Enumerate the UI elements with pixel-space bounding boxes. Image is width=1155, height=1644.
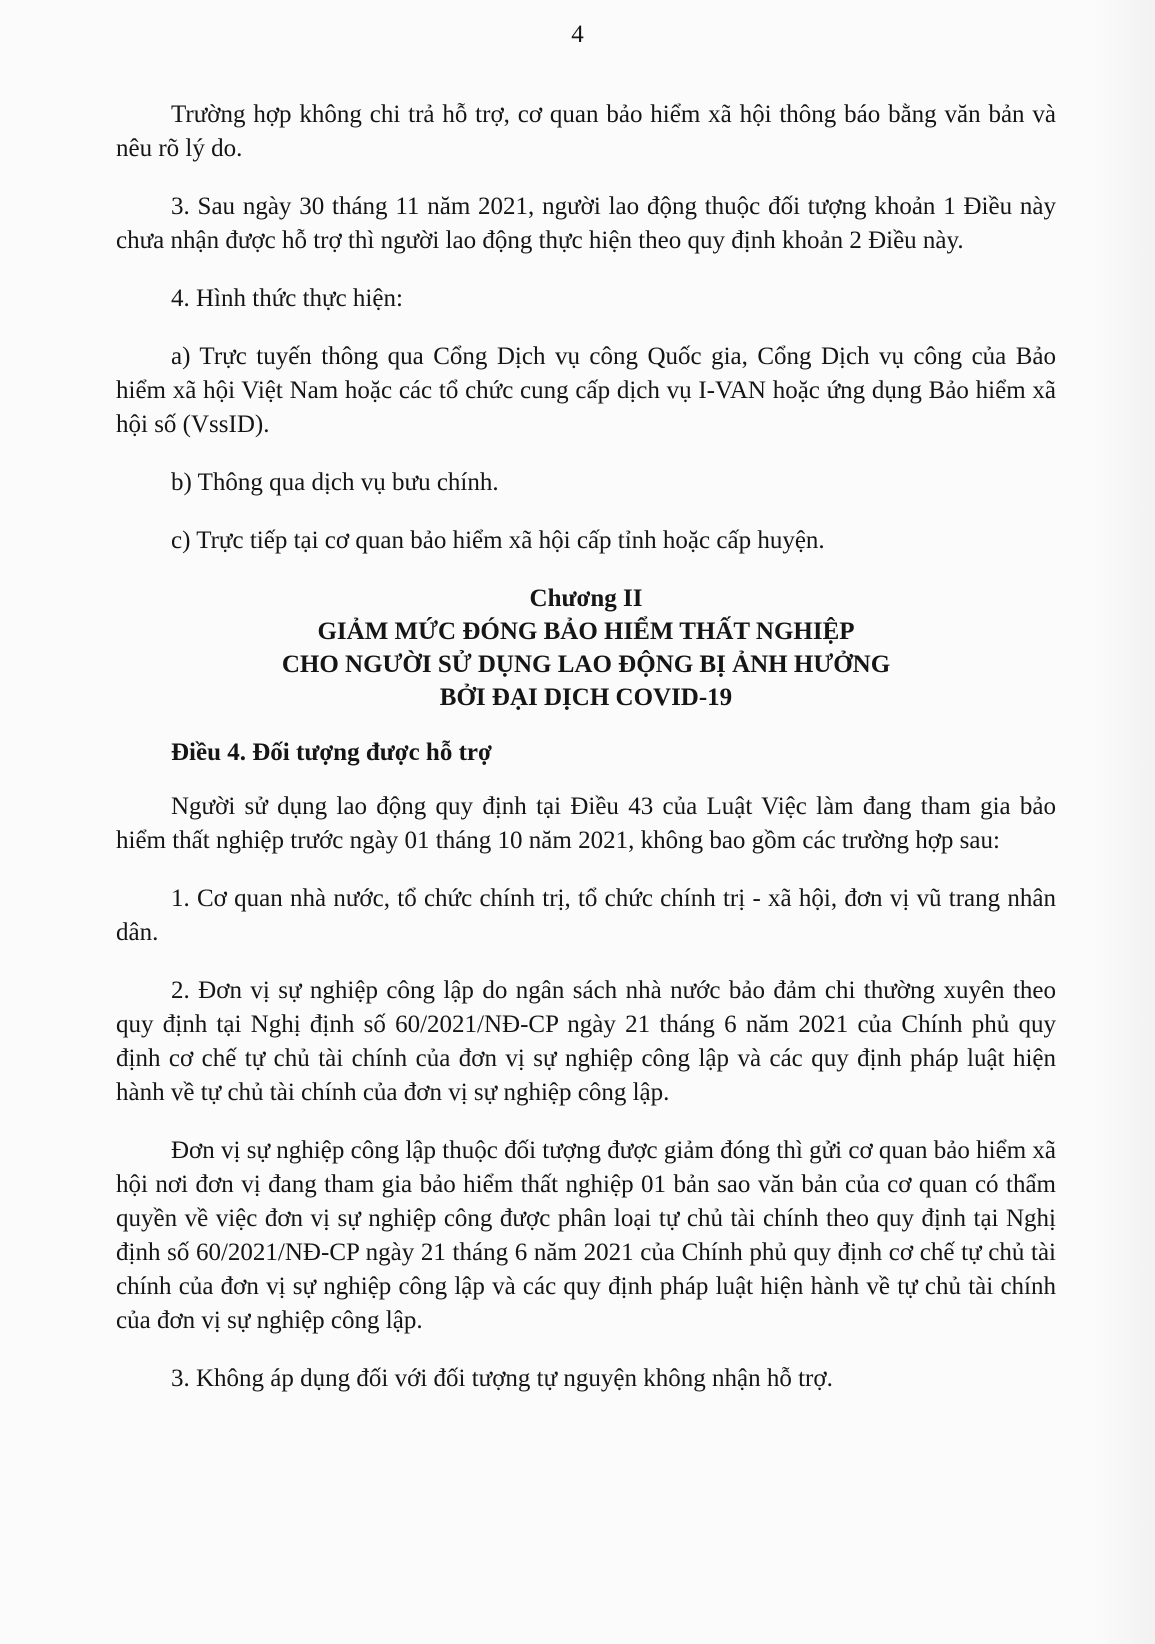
- paragraph-clause-4: 4. Hình thức thực hiện:: [171, 285, 403, 312]
- page-number: 4: [571, 21, 584, 48]
- chapter-title-line-1: GIẢM MỨC ĐÓNG BẢO HIỂM THẤT NGHIỆP: [317, 618, 855, 645]
- paragraph-clause-4a: a) Trực tuyến thông qua Cổng Dịch vụ công Quốc gia, Cổng Dịch vụ công của Bảo hiểm xã hội Việt Nam hoặc các tổ chức cung cấp dịch vụ I-VAN hoặc ứng dụng Bảo hiểm xã hội số (VssID).: [116, 343, 1056, 438]
- chapter-label: Chương II: [529, 585, 643, 612]
- paragraph-exclusion-1: 1. Cơ quan nhà nước, tổ chức chính trị, tổ chức chính trị - xã hội, đơn vị vũ trang nhân dân.: [116, 885, 1056, 946]
- chapter-heading: [116, 582, 1056, 714]
- document-body: [116, 98, 1056, 1420]
- paragraph-public-unit: Đơn vị sự nghiệp công lập thuộc đối tượng được giảm đóng thì gửi cơ quan bảo hiểm xã hội nơi đơn vị đang tham gia bảo hiểm thất nghiệp 01 bản sao văn bản của cơ quan có thẩm quyền về việc đơn vị sự nghiệp công được phân loại tự chủ tài chính theo quy định tại Nghị định số 60/2021/NĐ-CP ngày 21 tháng 6 năm 2021 của Chính phủ quy định cơ chế tự chủ tài chính của đơn vị sự nghiệp công lập và các quy định pháp luật hiện hành về tự chủ tài chính của đơn vị sự nghiệp công lập.: [116, 1137, 1056, 1334]
- paragraph-clause-3: 3. Sau ngày 30 tháng 11 năm 2021, người lao động thuộc đối tượng khoản 1 Điều này chưa nhận được hỗ trợ thì người lao động thực hiện theo quy định khoản 2 Điều này.: [116, 193, 1056, 254]
- paragraph-no-payment: Trường hợp không chi trả hỗ trợ, cơ quan bảo hiểm xã hội thông báo bằng văn bản và nêu rõ lý do.: [116, 101, 1056, 162]
- chapter-title-line-2: CHO NGƯỜI SỬ DỤNG LAO ĐỘNG BỊ ẢNH HƯỞNG: [281, 651, 891, 678]
- paragraph-exclusion-3: 3. Không áp dụng đối với đối tượng tự nguyện không nhận hỗ trợ.: [171, 1365, 833, 1392]
- paragraph-article-intro: Người sử dụng lao động quy định tại Điều 43 của Luật Việc làm đang tham gia bảo hiểm thất nghiệp trước ngày 01 tháng 10 năm 2021, không bao gồm các trường hợp sau:: [116, 793, 1056, 854]
- article-heading: Điều 4. Đối tượng được hỗ trợ: [171, 739, 492, 766]
- paragraph-exclusion-2: 2. Đơn vị sự nghiệp công lập do ngân sách nhà nước bảo đảm chi thường xuyên theo quy định tại Nghị định số 60/2021/NĐ-CP ngày 21 tháng 6 năm 2021 của Chính phủ quy định cơ chế tự chủ tài chính của đơn vị sự nghiệp công lập và các quy định pháp luật hiện hành về tự chủ tài chính của đơn vị sự nghiệp công lập.: [116, 977, 1056, 1106]
- chapter-title-line-3: BỞI ĐẠI DỊCH COVID-19: [439, 684, 733, 711]
- scan-edge-shadow: [1095, 0, 1155, 1644]
- paragraph-clause-4c: c) Trực tiếp tại cơ quan bảo hiểm xã hội cấp tỉnh hoặc cấp huyện.: [171, 527, 825, 554]
- paragraph-clause-4b: b) Thông qua dịch vụ bưu chính.: [171, 469, 499, 496]
